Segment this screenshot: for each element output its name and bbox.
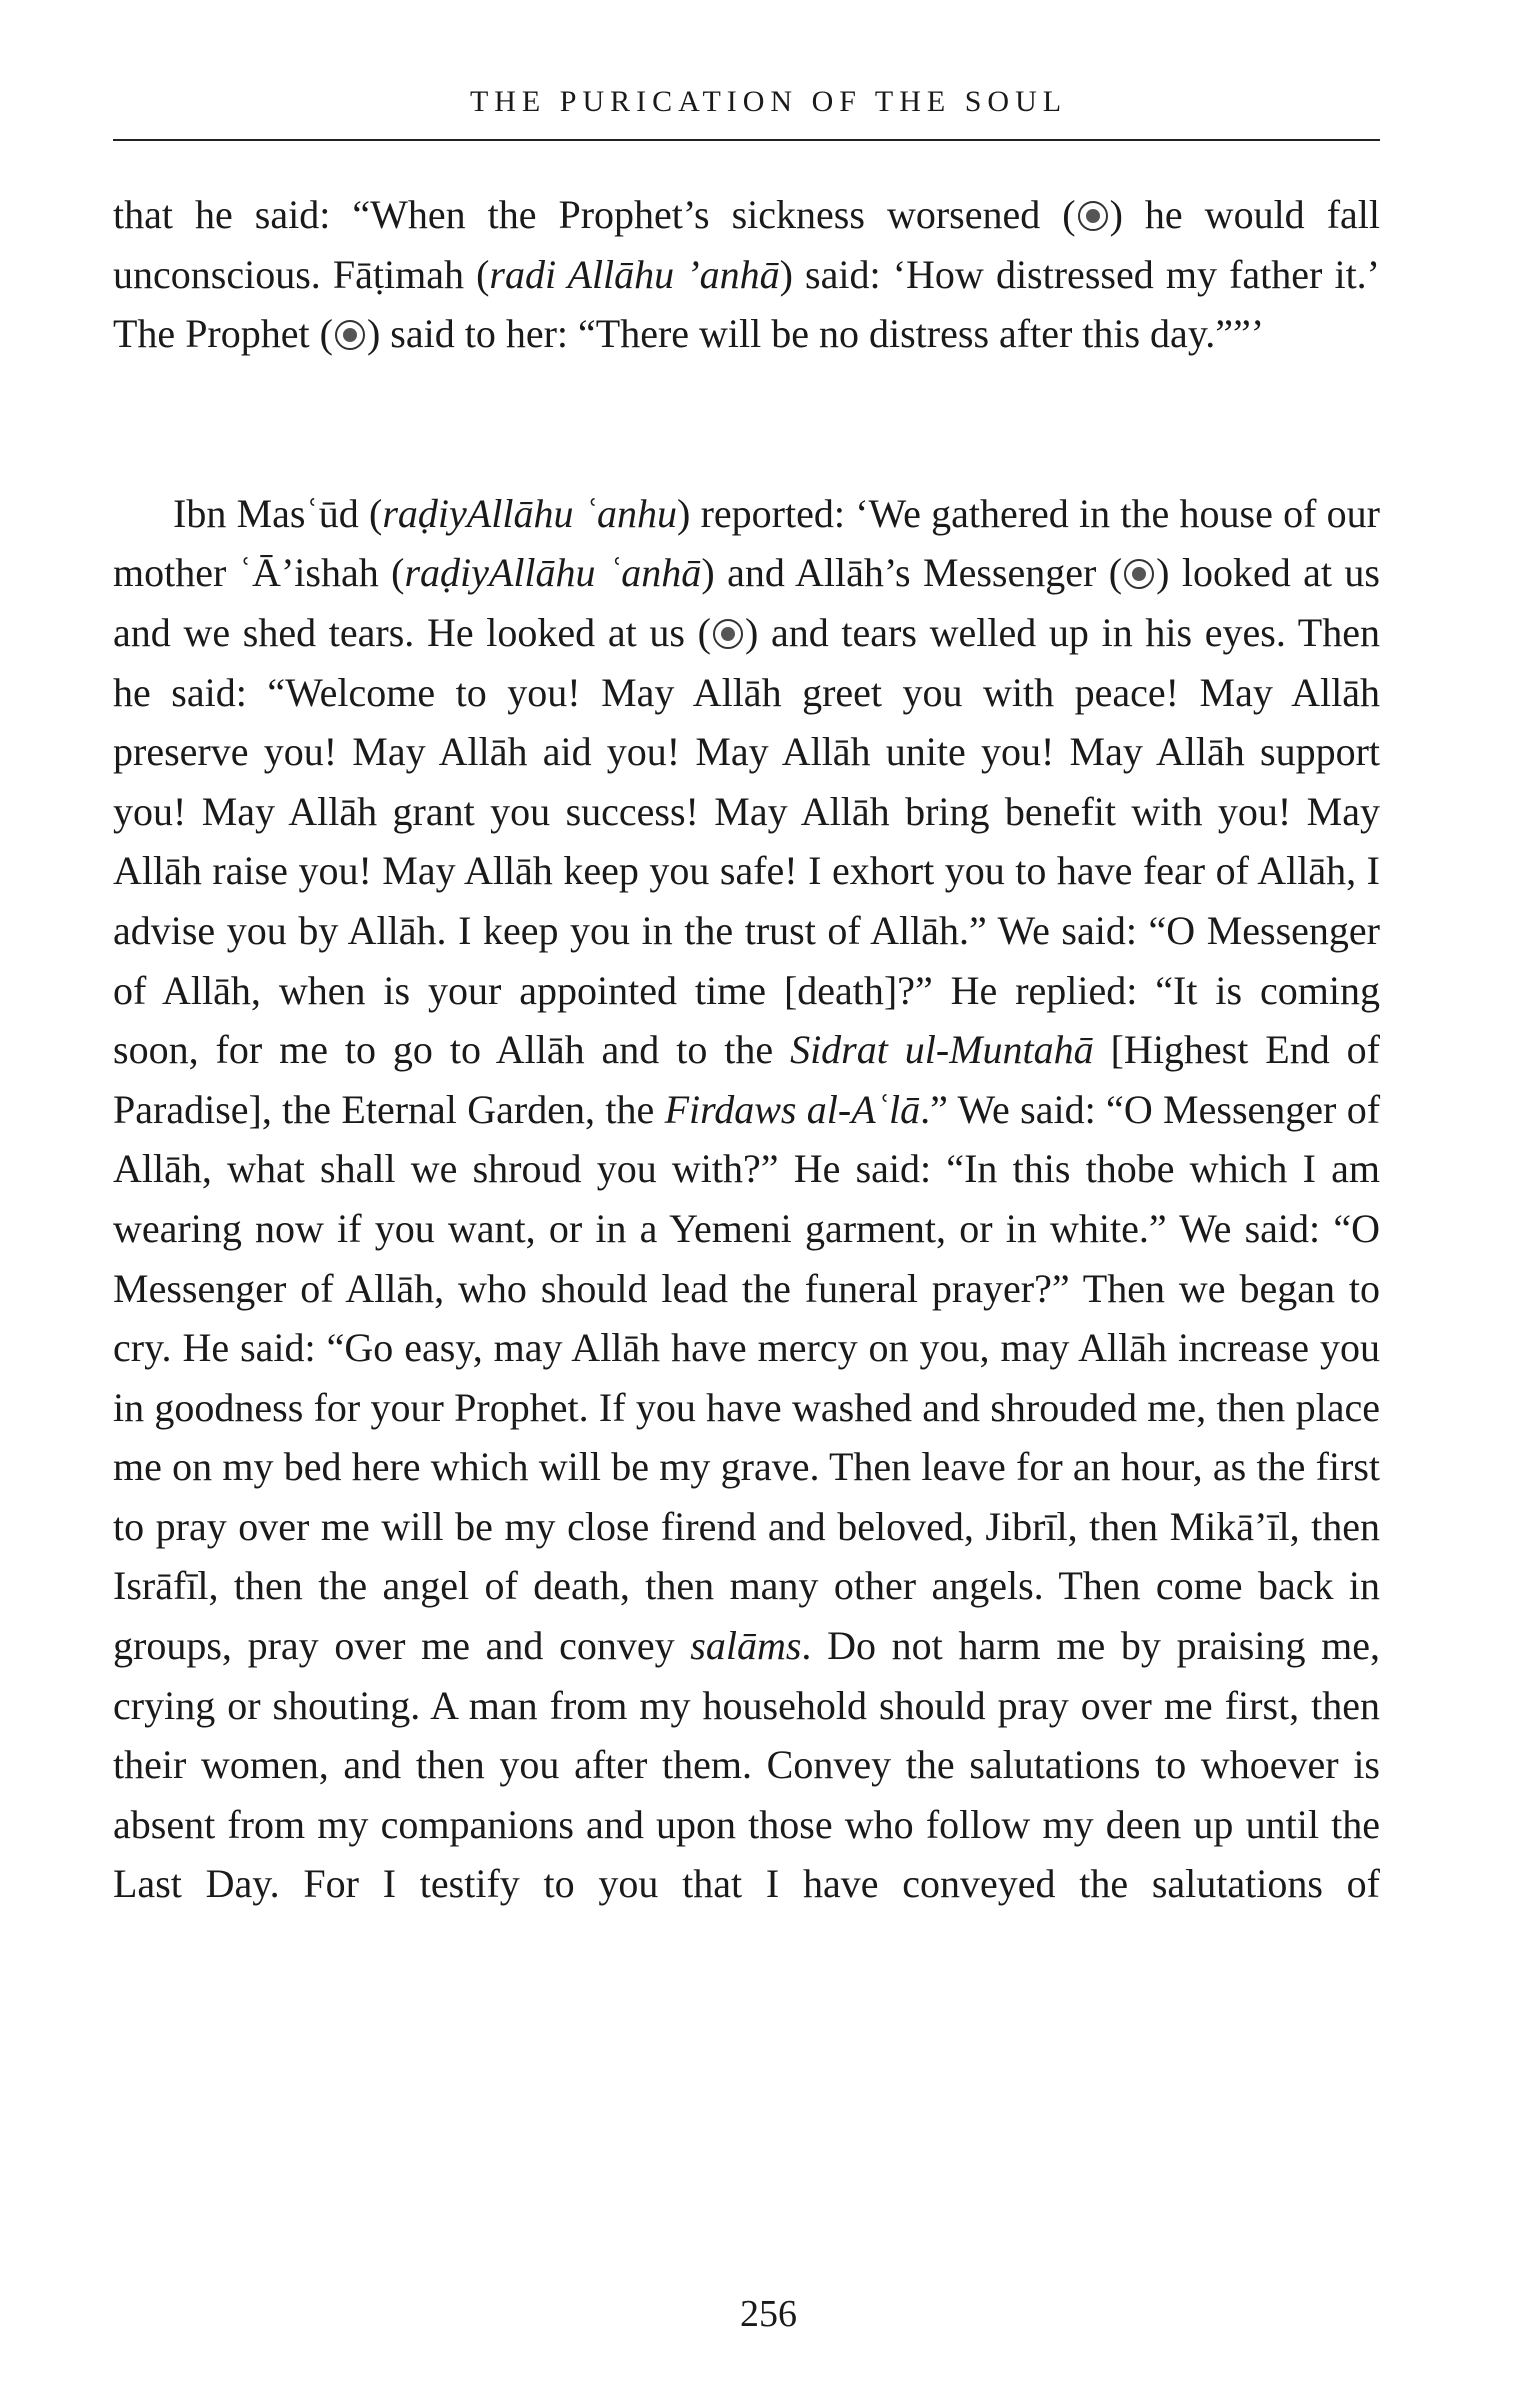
paragraph-1: that he said: “When the Prophet’s sickness worsened ( ) he would fall unconscious. Fāṭimah (radi Allāhu ’anhā) said: ‘How distressed my father it.’ The Prophet ( ) said to her: “There will be no distress after this day.””’ xyxy=(113,192,1380,357)
salawat-seal-icon xyxy=(1078,201,1108,231)
running-header: THE PURICATION OF THE SOUL xyxy=(469,85,1068,118)
salawat-seal-icon xyxy=(713,619,743,649)
page-body xyxy=(113,185,1380,1914)
salawat-seal-icon xyxy=(1124,559,1154,589)
paragraph-2: Ibn Masʿūd (raḍiyAllāhu ʿanhu) reported: ‘We gathered in the house of our mother ʿĀ’ishah (raḍiyAllāhu ʿanhā) and Allāh’s Messenger ( ) looked at us and we shed tears. He looked at us ( ) and tears welled up in his eyes. Then he said: “Welcome to you! May Allāh greet you with peace! May Allāh preserve you! May Allāh aid you! May Allāh unite you! May Allāh support you! May Allāh grant you success! May Allāh bring benefit with you! May Allāh raise you! May Allāh keep you safe! I exhort you to have fear of Allāh, I advise you by Allāh. I keep you in the trust of Allāh.” We said: “O Messenger of Allāh, when is your appointed time [death]?” He replied: “It is coming soon, for me to go to Allāh and to the Sidrat ul-Muntahā [Highest End of Paradise], the Eternal Garden, the Firdaws al-Aʿlā.” We said: “O Messenger of Allāh, what shall we shroud you with?” He said: “In this thobe which I am wearing now if you want, or in a Yemeni garment, or in white.” We said: “O Messenger of Allāh, who should lead the funeral prayer?” Then we began to cry. He said: “Go easy, may Allāh have mercy on you, may Allāh increase you in goodness for your Prophet. If you have washed and shrouded me, then place me on my bed here which will be my grave. Then leave for an hour, as the first to pray over me will be my close firend and beloved, Jibrīl, then Mikā’īl, then Isrāfīl, then the angel of death, then many other angels. Then come back in groups, pray over me and convey salāms. Do not harm me by praising me, crying or shouting. A man from my household should pray over me first, then their women, and then you after them. Convey the salutations to whoever is absent from my companions and upon those who follow my deen up until the Last Day. For I testify to you that I have conveyed the salutations of xyxy=(113,490,1381,1907)
header-rule xyxy=(113,139,1380,141)
page-number: 256 xyxy=(740,2293,797,2335)
salawat-seal-icon xyxy=(335,320,365,350)
